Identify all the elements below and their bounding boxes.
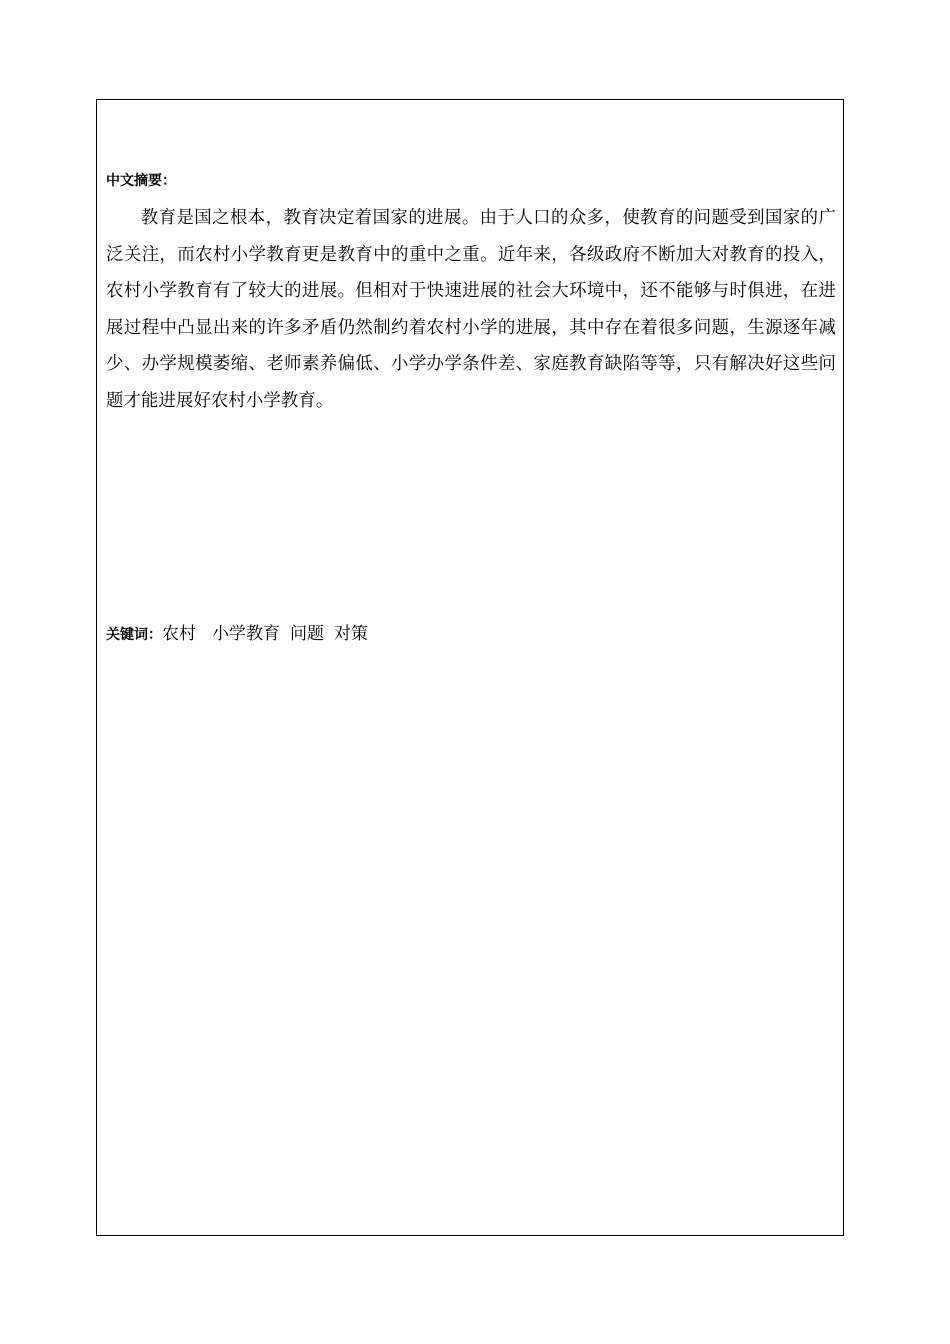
keyword-item: 问题 xyxy=(290,624,324,644)
keywords-line xyxy=(106,622,378,647)
keyword-item: 小学教育 xyxy=(212,624,280,644)
keyword-item: 农村 xyxy=(162,624,196,644)
abstract-body: 教育是国之根本，教育决定着国家的进展。由于人口的众多，使教育的问题受到国家的广泛关注，而农村小学教育更是教育中的重中之重。近年来，各级政府不断加大对教育的投入，农村小学教育有了较大的进展。但相对于快速进展的社会大环境中，还不能够与时俱进，在进展过程中凸显出来的许多矛盾仍然制约着农村小学的进展，其中存在着很多问题，生源逐年减少、办学规模萎缩、老师素养偏低、小学办学条件差、家庭教育缺陷等等，只有解决好这些问题才能进展好农村小学教育。 xyxy=(106,208,836,411)
abstract-heading: 中文摘要： xyxy=(106,173,176,189)
keywords-label: 关键词： xyxy=(106,627,162,643)
keyword-item: 对策 xyxy=(334,624,368,644)
